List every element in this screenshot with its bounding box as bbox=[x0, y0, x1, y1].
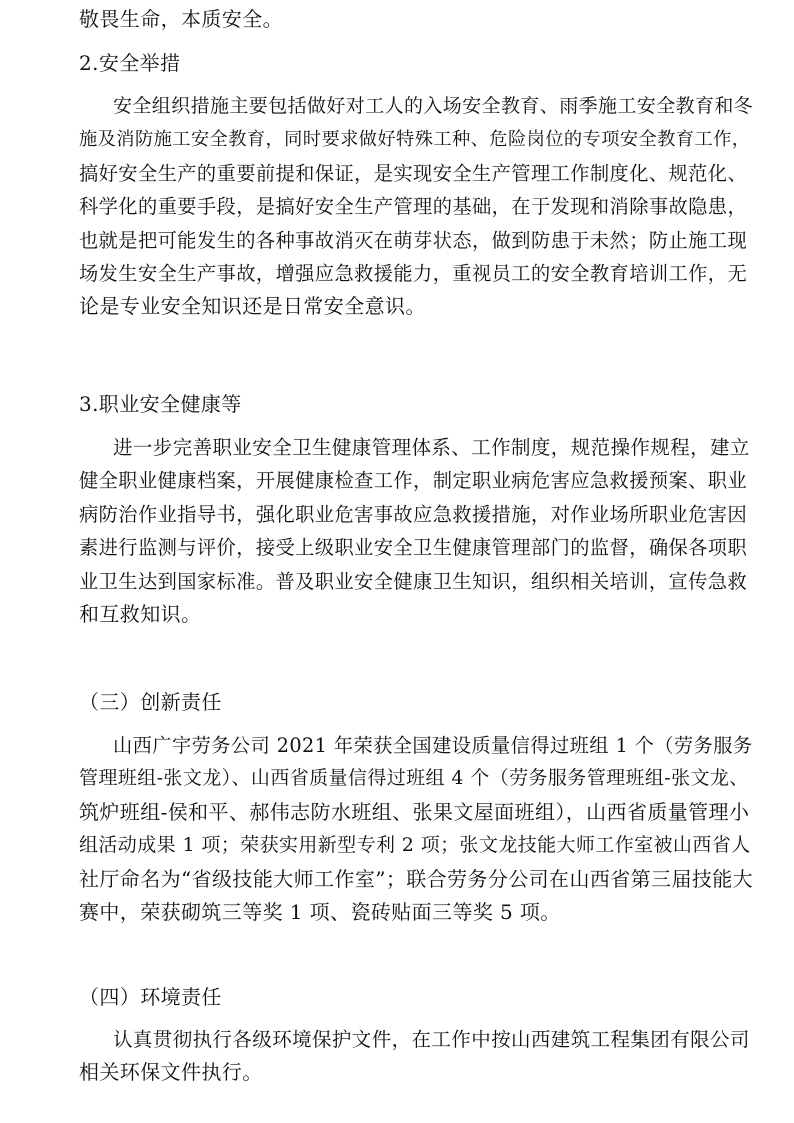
section-heading-innovation: （三）创新责任 bbox=[79, 690, 222, 714]
section-heading-environment: （四）环境责任 bbox=[79, 985, 222, 1009]
text-line: 赛中，荣获砌筑三等奖 1 项、瓷砖贴面三等奖 5 项。 bbox=[79, 899, 561, 924]
text-line: 场发生安全生产事故，增强应急救援能力，重视员工的安全教育培训工作，无 bbox=[79, 261, 748, 285]
text-line: 也就是把可能发生的各种事故消灭在萌芽状态，做到防患于未然；防止施工现 bbox=[79, 228, 748, 252]
text-line: 病防治作业指导书，强化职业危害事故应急救援措施，对作业场所职业危害因 bbox=[79, 502, 748, 526]
text-line: 业卫生达到国家标准。普及职业安全健康卫生知识，组织相关培训，宣传急救 bbox=[79, 569, 748, 593]
paragraph-environment bbox=[79, 1023, 755, 1090]
text-line: 安全组织措施主要包括做好对工人的入场安全教育、雨季施工安全教育和冬 bbox=[113, 95, 754, 117]
text-line: 素进行监测与评价，接受上级职业安全卫生健康管理部门的监督，确保各项职 bbox=[79, 536, 748, 560]
text-line: 认真贯彻执行各级环境保护文件，在工作中按山西建筑工程集团有限公司 bbox=[113, 1028, 750, 1051]
section-heading-safety-measures: 2.安全举措 bbox=[79, 51, 181, 75]
text-line: 和互救知识。 bbox=[79, 601, 202, 626]
text-line: 搞好安全生产的重要前提和保证，是实现安全生产管理工作制度化、规范化、 bbox=[79, 161, 748, 185]
text-line: 敬畏生命，本质安全。 bbox=[79, 7, 283, 31]
text-line: 社厅命名为“省级技能大师工作室”；联合劳务分公司在山西省第三届技能大 bbox=[79, 866, 754, 891]
text-line: 管理班组-张文龙）、山西省质量信得过班组 4 个（劳务服务管理班组-张文龙、 bbox=[79, 767, 749, 790]
paragraph-occupational-health bbox=[79, 431, 755, 631]
section-heading-occupational-health: 3.职业安全健康等 bbox=[79, 392, 242, 416]
text-line: 组活动成果 1 项；荣获实用新型专利 2 项；张文龙技能大师工作室被山西省人 bbox=[79, 834, 751, 857]
text-line: 相关环保文件执行。 bbox=[79, 1060, 263, 1085]
paragraph-intro bbox=[79, 3, 755, 36]
text-line: 筑炉班组-侯和平、郝伟志防水班组、张果文屋面班组），山西省质量管理小 bbox=[79, 799, 750, 824]
text-line: 进一步完善职业安全卫生健康管理体系、工作制度，规范操作规程，建立 bbox=[113, 436, 750, 459]
paragraph-innovation bbox=[79, 729, 755, 929]
text-line: 健全职业健康档案，开展健康检查工作，制定职业病危害应急救援预案、职业 bbox=[79, 469, 748, 493]
text-line: 科学化的重要手段，是搞好安全生产管理的基础，在于发现和消除事故隐患， bbox=[79, 195, 748, 219]
text-line: 山西广宇劳务公司 2021 年荣获全国建设质量信得过班组 1 个（劳务服务 bbox=[113, 734, 753, 757]
paragraph-safety-measures bbox=[79, 90, 755, 324]
text-line: 施及消防施工安全教育，同时要求做好特殊工种、危险岗位的专项安全教育工作， bbox=[79, 129, 751, 151]
text-line: 论是专业安全知识还是日常安全意识。 bbox=[79, 294, 426, 319]
